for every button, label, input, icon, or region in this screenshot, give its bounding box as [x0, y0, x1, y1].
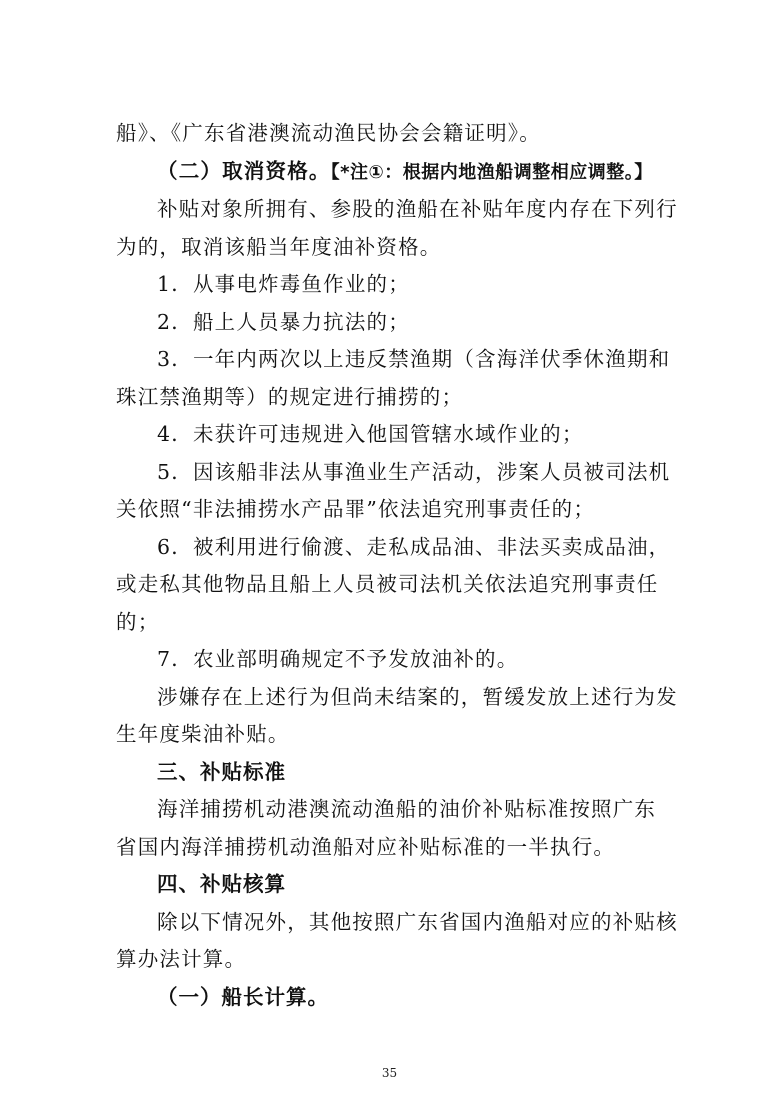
list-item-continuation: 的； — [116, 609, 160, 634]
subsection-title: （一）船长计算。 — [157, 984, 329, 1009]
paragraph-line: 为的，取消该船当年度油补资格。 — [116, 234, 442, 259]
list-item: 5．因该船非法从事渔业生产活动，涉案人员被司法机 — [157, 459, 671, 484]
paragraph-line: 涉嫌存在上述行为但尚未结案的，暂缓发放上述行为发 — [157, 684, 678, 709]
document-body — [116, 115, 676, 1016]
list-item: 1．从事电炸毒鱼作业的； — [157, 272, 410, 296]
paragraph-line: 补贴对象所拥有、参股的渔船在补贴年度内存在下列行 — [157, 197, 678, 221]
editor-note: 【*注①：根据内地渔船调整相应调整。】 — [330, 161, 653, 183]
list-item: 4．未获许可违规进入他国管辖水域作业的； — [157, 422, 584, 446]
paragraph-line: 算办法计算。 — [116, 947, 247, 971]
section-heading: 三、补贴标准 — [157, 759, 286, 784]
paragraph-line: 除以下情况外，其他按照广东省国内渔船对应的补贴核 — [157, 909, 678, 934]
section-subtitle-line — [116, 153, 676, 192]
list-item: 6．被利用进行偷渡、走私成品油、非法买卖成品油， — [157, 534, 671, 559]
paragraph-line: 省国内海洋捕捞机动渔船对应补贴标准的一半执行。 — [116, 834, 616, 859]
list-item: 3．一年内两次以上违反禁渔期（含海洋伏季休渔期和 — [157, 347, 671, 371]
paragraph-line: 海洋捕捞机动港澳流动渔船的油价补贴标准按照广东 — [157, 797, 657, 821]
text-line: 船》、《广东省港澳流动渔民协会会籍证明》。 — [116, 121, 541, 145]
subsection-title: （二）取消资格。 — [157, 158, 331, 183]
list-item-continuation: 珠江禁渔期等）的规定进行捕捞的； — [116, 384, 464, 409]
list-item: 7．农业部明确规定不予发放油补的。 — [157, 647, 519, 671]
list-item-continuation: 关依照“非法捕捞水产品罪”依法追究刑事责任的； — [116, 497, 596, 521]
section-heading: 四、补贴核算 — [157, 872, 286, 896]
paragraph-line: 生年度柴油补贴。 — [116, 722, 290, 746]
list-item-continuation: 或走私其他物品且船上人员被司法机关依法追究刑事责任 — [116, 572, 659, 596]
list-item: 2．船上人员暴力抗法的； — [157, 309, 410, 334]
page-number: 35 — [381, 1066, 398, 1080]
